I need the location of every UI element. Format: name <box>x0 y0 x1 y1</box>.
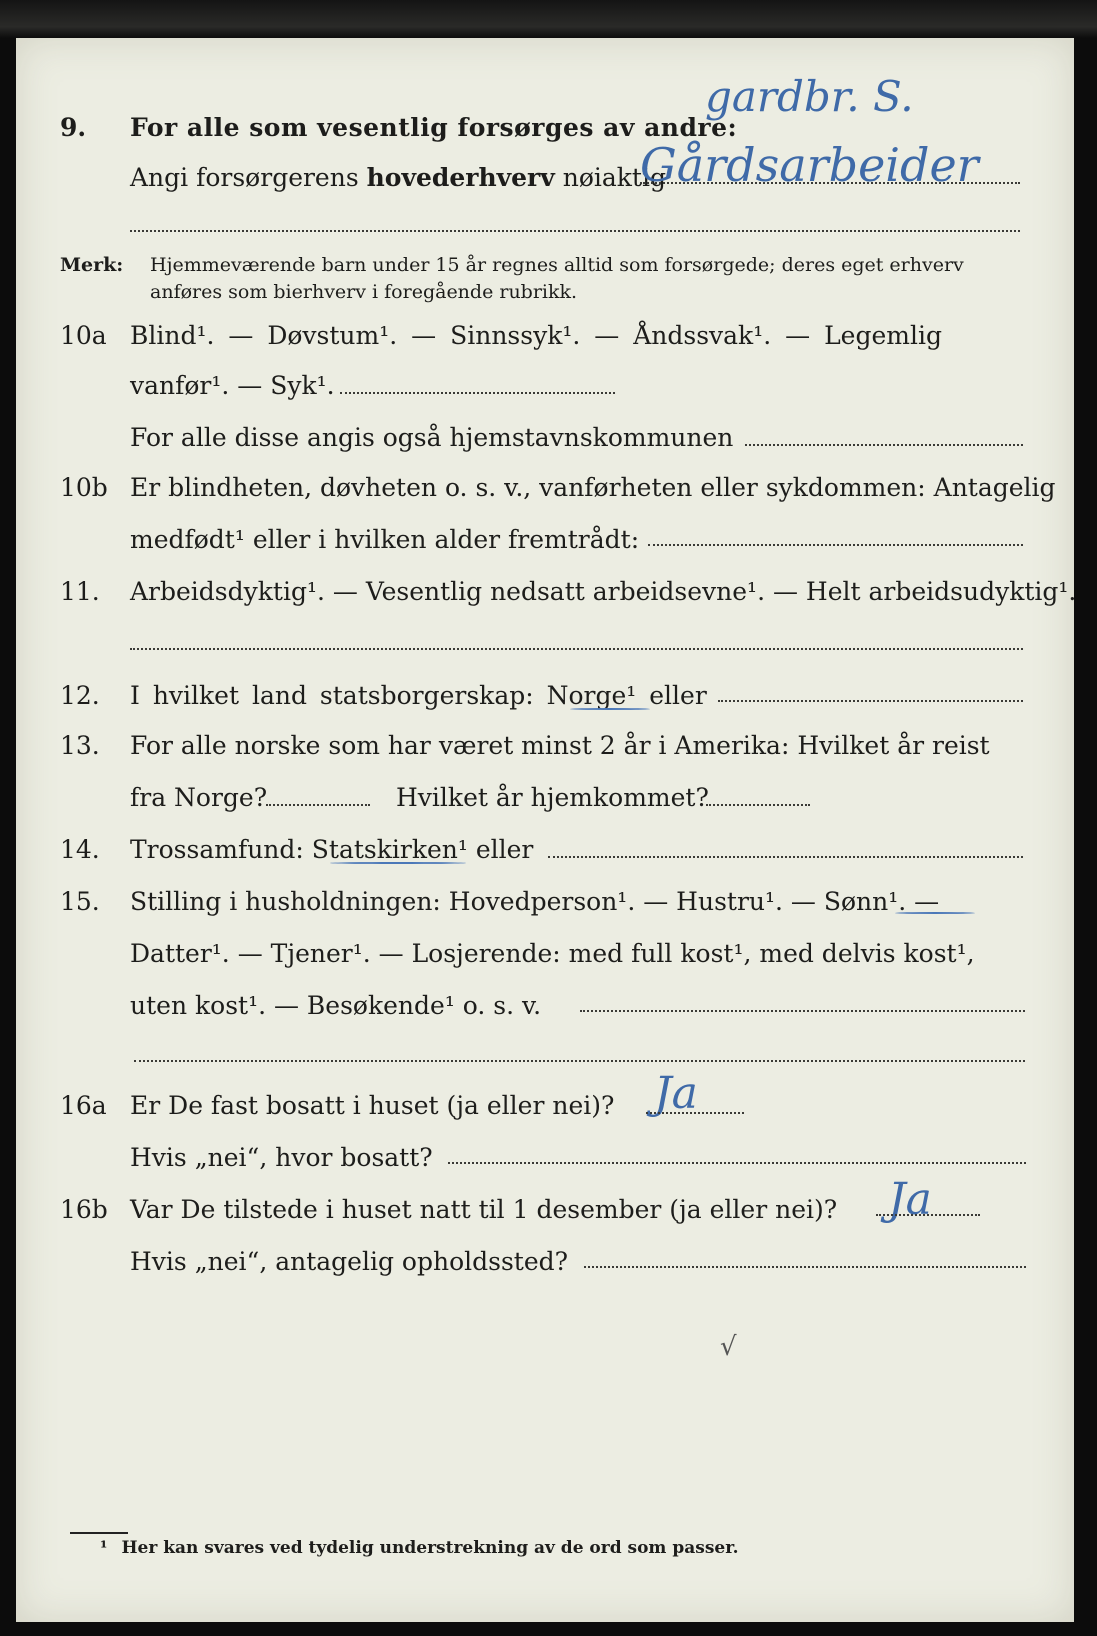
question-16a-line2 <box>0 1138 1040 1178</box>
answer-line <box>580 1010 1025 1012</box>
answer-line <box>706 804 810 806</box>
question-text: uten kost¹. — Besøkende¹ o. s. v. <box>130 991 542 1020</box>
question-11-line1 <box>0 572 1077 612</box>
answer-line <box>548 856 1023 858</box>
answer-line <box>584 1266 1026 1268</box>
handwritten-underline <box>570 708 650 710</box>
answer-line <box>648 544 1023 546</box>
question-text: Trossamfund: Statskirken¹ eller <box>130 835 534 864</box>
question-text: Er blindheten, døvheten o. s. v., vanførheten eller sykdommen: Antagelig <box>130 473 1056 502</box>
question-text: vanfør¹. — Syk¹. <box>130 371 335 400</box>
question-13-line2 <box>0 778 1040 818</box>
handwritten-underline <box>895 912 975 914</box>
question-12-line1 <box>0 676 1040 716</box>
question-number: 15. <box>60 887 100 916</box>
question-number: 10a <box>60 321 107 350</box>
question-text: Hvis „nei“, hvor bosatt? <box>130 1143 433 1172</box>
question-number: 14. <box>60 835 100 864</box>
question-text: For alle som vesentlig forsørges av andre: <box>130 113 738 142</box>
note-line2 <box>0 272 1040 312</box>
answer-line <box>876 1214 980 1216</box>
question-10a-line1 <box>0 316 1040 356</box>
footnote-text: Her kan svares ved tydelig understrekning av de ord som passer. <box>121 1538 739 1558</box>
question-number: 13. <box>60 731 100 760</box>
question-text: Var De tilstede i huset natt til 1 desember (ja eller nei)? <box>130 1195 838 1224</box>
question-15-line2 <box>0 934 1040 974</box>
answer-line <box>130 230 1020 232</box>
question-text: Blind¹. — Døvstum¹. — Sinnssyk¹. — Åndssvak¹. — Legemlig <box>130 321 942 350</box>
question-text: Er De fast bosatt i huset (ja eller nei)? <box>130 1091 615 1120</box>
question-text: Hvis „nei“, antagelig opholdssted? <box>130 1247 569 1276</box>
answer-line <box>640 182 1020 184</box>
question-13-line1 <box>0 726 1040 766</box>
note-text: Hjemmeværende barn under 15 år regnes alltid som forsørgede; deres eget erhverv <box>150 254 964 276</box>
answer-line <box>266 804 370 806</box>
scan-top-edge <box>0 0 1097 38</box>
note-label: Merk: <box>60 254 124 276</box>
handwritten-answer: Ja <box>654 1068 698 1119</box>
question-text: Hvilket år hjemkommet? <box>396 783 709 812</box>
answer-line <box>134 1060 1025 1062</box>
question-number: 16b <box>60 1195 108 1224</box>
question-text: I hvilket land statsborgerskap: Norge¹ eller <box>130 681 707 710</box>
answer-line <box>448 1162 1026 1164</box>
answer-line <box>340 392 615 394</box>
question-text: Datter¹. — Tjener¹. — Losjerende: med full kost¹, med delvis kost¹, <box>130 939 975 968</box>
footnote <box>100 1538 739 1558</box>
question-10b-line1 <box>0 468 1056 508</box>
note-text: anføres som bierhverv i foregående rubrikk. <box>150 281 578 303</box>
question-number: 10b <box>60 473 108 502</box>
footnote-marker: ¹ <box>100 1538 108 1558</box>
question-text: fra Norge? <box>130 783 268 812</box>
answer-line <box>718 700 1023 702</box>
question-10a-line3 <box>0 418 1040 458</box>
question-text: For alle norske som har været minst 2 år i Amerika: Hvilket år reist <box>130 731 990 760</box>
question-text: medfødt¹ eller i hvilken alder fremtrådt: <box>130 525 640 554</box>
question-15-line3 <box>0 986 1040 1026</box>
question-number: 11. <box>60 577 100 606</box>
question-14-line1 <box>0 830 1040 870</box>
handwritten-answer: Gårdsarbeider <box>640 138 979 192</box>
handwritten-underline <box>330 862 466 864</box>
question-number: 16a <box>60 1091 107 1120</box>
question-16b-line2 <box>0 1242 1040 1282</box>
handwritten-answer: gardbr. S. <box>705 72 914 121</box>
question-number: 12. <box>60 681 100 710</box>
question-16b-line1 <box>0 1190 1040 1230</box>
question-10a-line2 <box>0 366 1040 406</box>
question-text: For alle disse angis også hjemstavnskommunen <box>130 423 734 452</box>
question-16a-line1 <box>0 1086 1040 1126</box>
question-text: Stilling i husholdningen: Hovedperson¹. — Hustru¹. — Sønn¹. — <box>130 887 940 916</box>
answer-line <box>646 1112 744 1114</box>
answer-line <box>745 444 1023 446</box>
footnote-rule <box>70 1532 128 1534</box>
question-text: Angi forsørgerens hovederhverv nøiaktig <box>130 163 666 192</box>
handwritten-answer: Ja <box>888 1174 932 1225</box>
question-text: Arbeidsdyktig¹. — Vesentlig nedsatt arbeidsevne¹. — Helt arbeidsudyktig¹. <box>130 577 1077 606</box>
pencil-check-mark: √ <box>720 1332 737 1362</box>
question-15-line1 <box>0 882 1040 922</box>
question-10b-line2 <box>0 520 1040 560</box>
answer-line <box>130 648 1023 650</box>
question-number: 9. <box>60 113 87 142</box>
